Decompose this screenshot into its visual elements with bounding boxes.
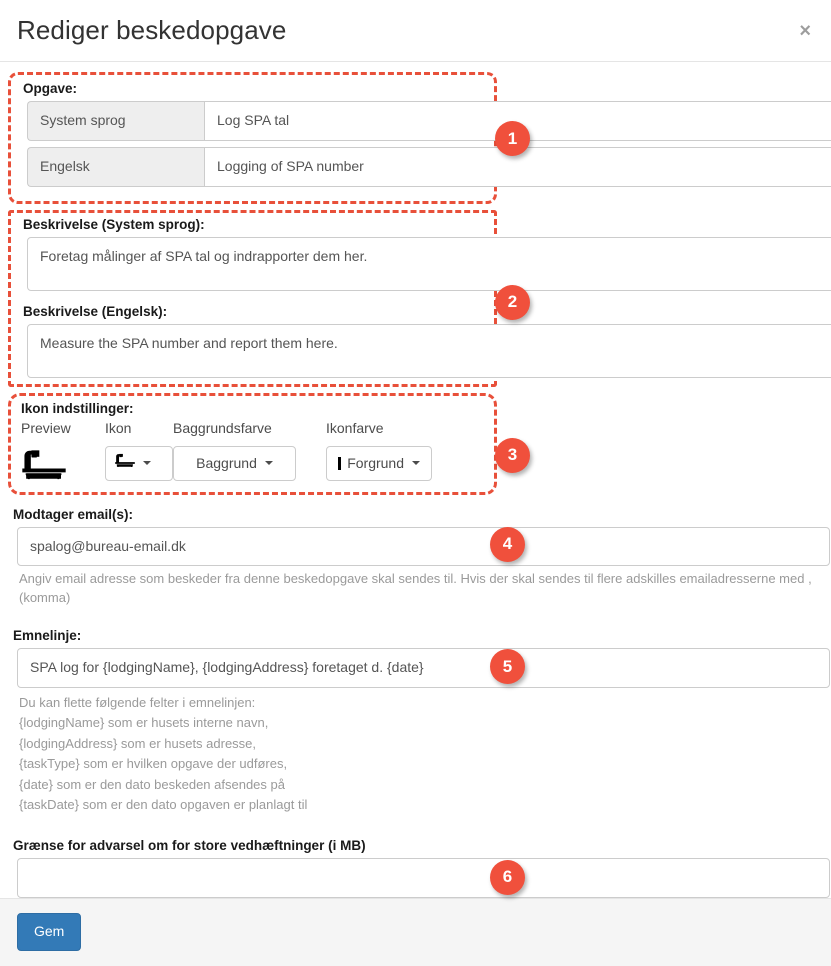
save-button[interactable]: Gem: [17, 913, 81, 951]
merge-field-item: {taskType} som er hvilken opgave der udføres,: [19, 756, 288, 772]
merge-field-item: {date} som er den dato beskeden afsendes på: [19, 776, 285, 792]
modal-body: [0, 62, 831, 898]
task-row-english-addon: Engelsk: [27, 147, 204, 187]
marker-badge-2: 2: [495, 285, 530, 320]
merge-field-item: {lodgingAddress} som er husets adresse,: [19, 735, 257, 751]
marker-badge-1: 1: [495, 121, 530, 156]
task-group: [8, 72, 518, 204]
recipient-email-help: Angiv email adresse som beskeder fra denne beskedopgave skal sendes til. Hvis der skal sendes til flere adskilles emailadresserne med , (komma): [19, 571, 812, 606]
recipient-email-section: [6, 507, 825, 609]
merge-fields-help: [19, 693, 814, 816]
icon-settings-group: [8, 393, 518, 495]
recipient-email-input[interactable]: [17, 527, 830, 567]
icon-color-column: [326, 420, 486, 482]
icon-select-column: [105, 420, 173, 482]
marker-badge-6: 6: [490, 860, 525, 895]
bathtub-icon-small: [115, 453, 135, 475]
preview-column-label: Preview: [21, 419, 71, 436]
modal-footer: [0, 898, 831, 966]
background-color-label: Baggrundsfarve: [173, 419, 272, 436]
ikon-column-label: Ikon: [105, 419, 132, 436]
attachment-limit-section: [6, 838, 825, 898]
background-color-dropdown[interactable]: [173, 446, 296, 482]
description-english-textarea[interactable]: [27, 324, 831, 378]
subject-section: [6, 628, 825, 816]
marker-badge-5: 5: [490, 649, 525, 684]
task-row-english: [27, 147, 831, 187]
icon-color-dropdown[interactable]: [326, 446, 432, 482]
chevron-down-icon: [265, 461, 273, 465]
marker-badge-4: 4: [490, 527, 525, 562]
description-system-textarea[interactable]: [27, 237, 831, 291]
attachment-limit-label: Grænse for advarsel om for store vedhæftninger (i MB): [13, 837, 366, 853]
merge-field-item: {lodgingName} som er husets interne navn,: [19, 715, 269, 731]
icon-select-dropdown[interactable]: [105, 446, 173, 482]
background-color-column: [173, 420, 326, 482]
page-title: Rediger beskedopgave: [17, 14, 287, 45]
icon-preview-column: [21, 420, 105, 483]
task-row-system: [27, 101, 831, 141]
background-color-value: Baggrund: [196, 454, 257, 471]
task-label: Opgave:: [23, 81, 78, 96]
attachment-limit-input[interactable]: [17, 858, 830, 898]
merge-intro: Du kan flette følgende felter i emnelinjen:: [19, 694, 256, 710]
icon-settings-label: Ikon indstillinger:: [21, 400, 134, 416]
recipient-email-label: Modtager email(s):: [13, 506, 134, 522]
merge-field-item: {taskDate} som er den dato opgaven er planlagt til: [19, 797, 308, 813]
color-swatch-icon: [338, 457, 341, 470]
icon-color-label: Ikonfarve: [326, 419, 384, 436]
chevron-down-icon: [412, 461, 420, 465]
task-row-system-addon: System sprog: [27, 101, 204, 141]
bathtub-icon: [21, 446, 105, 483]
chevron-down-icon: [143, 461, 151, 465]
description-system-label: Beskrivelse (System sprog):: [23, 216, 205, 232]
description-english-label: Beskrivelse (Engelsk):: [23, 303, 168, 319]
marker-badge-3: 3: [495, 438, 530, 473]
description-group: [8, 210, 518, 387]
subject-input[interactable]: [17, 648, 830, 688]
close-icon[interactable]: ×: [799, 19, 811, 42]
subject-label: Emnelinje:: [13, 628, 82, 644]
modal-header: [0, 0, 831, 62]
icon-color-value: Forgrund: [347, 454, 404, 471]
